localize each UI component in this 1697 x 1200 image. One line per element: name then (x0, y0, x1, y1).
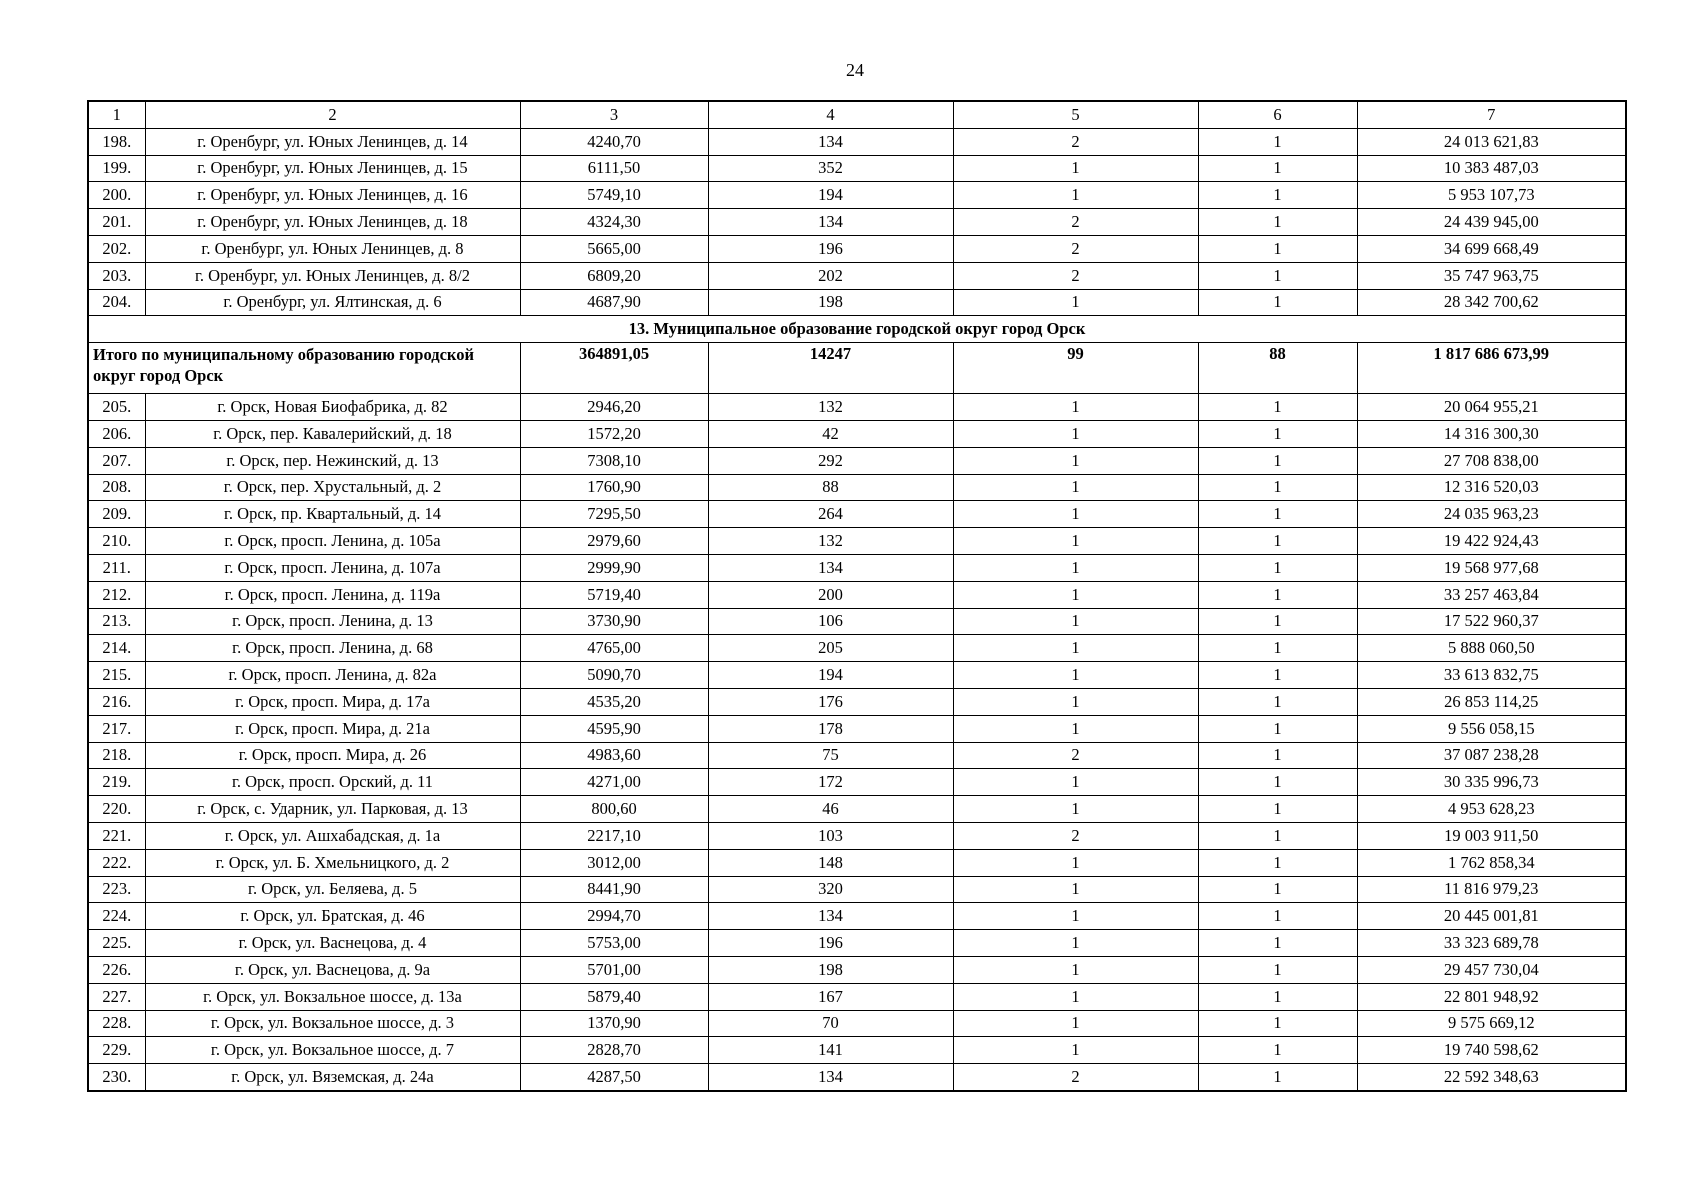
row-col7: 14 316 300,30 (1357, 420, 1626, 447)
table-row (88, 394, 1626, 421)
table-row (88, 581, 1626, 608)
row-col4: 46 (708, 796, 953, 823)
row-col4: 205 (708, 635, 953, 662)
row-col7: 22 801 948,92 (1357, 983, 1626, 1010)
row-address: г. Орск, просп. Мира, д. 26 (145, 742, 520, 769)
table-row (88, 209, 1626, 236)
row-number: 208. (88, 474, 145, 501)
row-col4: 320 (708, 876, 953, 903)
row-address: г. Орск, ул. Вяземская, д. 24а (145, 1064, 520, 1091)
row-col7: 24 013 621,83 (1357, 128, 1626, 155)
row-col7: 11 816 979,23 (1357, 876, 1626, 903)
row-address: г. Орск, ул. Вокзальное шоссе, д. 13а (145, 983, 520, 1010)
row-col3: 2994,70 (520, 903, 708, 930)
table-row (88, 155, 1626, 182)
row-col3: 2217,10 (520, 822, 708, 849)
row-address: г. Орск, просп. Ленина, д. 107а (145, 554, 520, 581)
row-col6: 1 (1198, 262, 1357, 289)
row-col3: 5753,00 (520, 930, 708, 957)
row-col5: 1 (953, 1037, 1198, 1064)
row-col6: 1 (1198, 930, 1357, 957)
row-col4: 176 (708, 688, 953, 715)
row-col5: 2 (953, 235, 1198, 262)
row-number: 212. (88, 581, 145, 608)
row-col6: 1 (1198, 715, 1357, 742)
row-col6: 1 (1198, 769, 1357, 796)
table-row (88, 822, 1626, 849)
row-col5: 1 (953, 581, 1198, 608)
row-col5: 2 (953, 128, 1198, 155)
row-col7: 29 457 730,04 (1357, 956, 1626, 983)
row-col4: 196 (708, 235, 953, 262)
column-header-7: 7 (1357, 101, 1626, 128)
row-col4: 42 (708, 420, 953, 447)
row-col7: 19 003 911,50 (1357, 822, 1626, 849)
row-number: 221. (88, 822, 145, 849)
table-row (88, 262, 1626, 289)
row-address: г. Орск, ул. Б. Хмельницкого, д. 2 (145, 849, 520, 876)
row-col6: 1 (1198, 155, 1357, 182)
row-number: 207. (88, 447, 145, 474)
row-col7: 19 422 924,43 (1357, 528, 1626, 555)
table-row (88, 983, 1626, 1010)
row-col3: 4240,70 (520, 128, 708, 155)
section-heading-row (88, 316, 1626, 343)
row-address: г. Орск, просп. Ленина, д. 13 (145, 608, 520, 635)
row-address: г. Оренбург, ул. Юных Ленинцев, д. 18 (145, 209, 520, 236)
row-address: г. Орск, просп. Мира, д. 21а (145, 715, 520, 742)
table-row (88, 1010, 1626, 1037)
row-col5: 1 (953, 474, 1198, 501)
row-col6: 1 (1198, 822, 1357, 849)
row-col4: 292 (708, 447, 953, 474)
row-col5: 1 (953, 796, 1198, 823)
table-row (88, 849, 1626, 876)
row-col4: 134 (708, 554, 953, 581)
row-col6: 1 (1198, 128, 1357, 155)
row-col5: 1 (953, 182, 1198, 209)
row-col4: 106 (708, 608, 953, 635)
row-number: 211. (88, 554, 145, 581)
row-col4: 194 (708, 182, 953, 209)
row-col3: 6111,50 (520, 155, 708, 182)
row-col3: 2999,90 (520, 554, 708, 581)
row-col5: 1 (953, 715, 1198, 742)
column-header-2: 2 (145, 101, 520, 128)
row-number: 198. (88, 128, 145, 155)
row-col5: 1 (953, 528, 1198, 555)
row-number: 227. (88, 983, 145, 1010)
row-col3: 800,60 (520, 796, 708, 823)
table-row (88, 289, 1626, 316)
row-address: г. Орск, ул. Ашхабадская, д. 1а (145, 822, 520, 849)
row-col4: 198 (708, 289, 953, 316)
row-col3: 1370,90 (520, 1010, 708, 1037)
page-number: 24 (846, 60, 864, 80)
table-row (88, 876, 1626, 903)
total-row (88, 343, 1626, 394)
row-col6: 1 (1198, 956, 1357, 983)
row-col3: 5879,40 (520, 983, 708, 1010)
row-col5: 2 (953, 742, 1198, 769)
row-col7: 19 740 598,62 (1357, 1037, 1626, 1064)
column-number-header-row (88, 101, 1626, 128)
row-address: г. Орск, ул. Васнецова, д. 9а (145, 956, 520, 983)
row-col3: 4324,30 (520, 209, 708, 236)
row-col7: 37 087 238,28 (1357, 742, 1626, 769)
row-col7: 34 699 668,49 (1357, 235, 1626, 262)
row-col6: 1 (1198, 903, 1357, 930)
row-col4: 196 (708, 930, 953, 957)
row-number: 216. (88, 688, 145, 715)
row-address: г. Орск, пер. Нежинский, д. 13 (145, 447, 520, 474)
row-number: 206. (88, 420, 145, 447)
row-col5: 1 (953, 420, 1198, 447)
section-title: 13. Муниципальное образование городской округ город Орск (88, 316, 1626, 343)
row-col5: 1 (953, 1010, 1198, 1037)
row-number: 215. (88, 662, 145, 689)
row-number: 218. (88, 742, 145, 769)
table-row (88, 608, 1626, 635)
row-col5: 1 (953, 849, 1198, 876)
row-number: 210. (88, 528, 145, 555)
row-col5: 1 (953, 903, 1198, 930)
row-address: г. Орск, пер. Хрустальный, д. 2 (145, 474, 520, 501)
row-col6: 1 (1198, 209, 1357, 236)
row-col4: 172 (708, 769, 953, 796)
row-col6: 1 (1198, 182, 1357, 209)
row-col6: 1 (1198, 1037, 1357, 1064)
row-address: г. Орск, просп. Ленина, д. 82а (145, 662, 520, 689)
table-row (88, 715, 1626, 742)
row-col6: 1 (1198, 501, 1357, 528)
row-address: г. Орск, ул. Вокзальное шоссе, д. 3 (145, 1010, 520, 1037)
row-col6: 1 (1198, 474, 1357, 501)
row-address: г. Оренбург, ул. Юных Ленинцев, д. 8 (145, 235, 520, 262)
row-col5: 1 (953, 662, 1198, 689)
row-col4: 200 (708, 581, 953, 608)
row-number: 229. (88, 1037, 145, 1064)
row-col7: 9 575 669,12 (1357, 1010, 1626, 1037)
row-col4: 88 (708, 474, 953, 501)
row-number: 214. (88, 635, 145, 662)
table-row (88, 474, 1626, 501)
row-col4: 132 (708, 394, 953, 421)
row-col4: 134 (708, 903, 953, 930)
table-row (88, 956, 1626, 983)
row-number: 203. (88, 262, 145, 289)
row-col7: 33 323 689,78 (1357, 930, 1626, 957)
row-col5: 1 (953, 501, 1198, 528)
row-address: г. Орск, просп. Мира, д. 17а (145, 688, 520, 715)
column-header-4: 4 (708, 101, 953, 128)
row-col5: 1 (953, 930, 1198, 957)
row-number: 217. (88, 715, 145, 742)
row-number: 225. (88, 930, 145, 957)
row-col7: 27 708 838,00 (1357, 447, 1626, 474)
table-body (88, 101, 1626, 1091)
table-row (88, 903, 1626, 930)
table-row (88, 662, 1626, 689)
row-col7: 17 522 960,37 (1357, 608, 1626, 635)
row-col6: 1 (1198, 796, 1357, 823)
row-col7: 33 613 832,75 (1357, 662, 1626, 689)
row-col4: 132 (708, 528, 953, 555)
row-col4: 148 (708, 849, 953, 876)
row-address: г. Оренбург, ул. Юных Ленинцев, д. 14 (145, 128, 520, 155)
row-col3: 4271,00 (520, 769, 708, 796)
row-address: г. Орск, пер. Кавалерийский, д. 18 (145, 420, 520, 447)
row-col7: 26 853 114,25 (1357, 688, 1626, 715)
row-col7: 19 568 977,68 (1357, 554, 1626, 581)
row-col6: 1 (1198, 849, 1357, 876)
table-row (88, 769, 1626, 796)
row-col5: 2 (953, 209, 1198, 236)
row-address: г. Орск, просп. Орский, д. 11 (145, 769, 520, 796)
row-col6: 1 (1198, 447, 1357, 474)
row-col4: 134 (708, 1064, 953, 1091)
row-col7: 22 592 348,63 (1357, 1064, 1626, 1091)
table-row (88, 1037, 1626, 1064)
column-header-5: 5 (953, 101, 1198, 128)
row-col3: 2979,60 (520, 528, 708, 555)
row-col3: 7295,50 (520, 501, 708, 528)
row-address: г. Оренбург, ул. Юных Ленинцев, д. 15 (145, 155, 520, 182)
row-number: 223. (88, 876, 145, 903)
row-col6: 1 (1198, 876, 1357, 903)
table-row (88, 235, 1626, 262)
table-row (88, 742, 1626, 769)
row-col7: 30 335 996,73 (1357, 769, 1626, 796)
column-header-1: 1 (88, 101, 145, 128)
row-col6: 1 (1198, 581, 1357, 608)
row-col7: 5 953 107,73 (1357, 182, 1626, 209)
row-col3: 5665,00 (520, 235, 708, 262)
row-number: 200. (88, 182, 145, 209)
row-number: 219. (88, 769, 145, 796)
table-row (88, 635, 1626, 662)
row-col6: 1 (1198, 635, 1357, 662)
row-col6: 1 (1198, 608, 1357, 635)
row-address: г. Орск, ул. Беляева, д. 5 (145, 876, 520, 903)
row-col3: 4983,60 (520, 742, 708, 769)
row-col7: 9 556 058,15 (1357, 715, 1626, 742)
row-col4: 103 (708, 822, 953, 849)
row-col3: 4595,90 (520, 715, 708, 742)
column-header-3: 3 (520, 101, 708, 128)
table-row (88, 796, 1626, 823)
row-col3: 5090,70 (520, 662, 708, 689)
row-col3: 7308,10 (520, 447, 708, 474)
data-table (87, 100, 1627, 1092)
table-row (88, 554, 1626, 581)
row-col5: 1 (953, 289, 1198, 316)
row-col4: 141 (708, 1037, 953, 1064)
row-col3: 3730,90 (520, 608, 708, 635)
row-col3: 8441,90 (520, 876, 708, 903)
row-col3: 1760,90 (520, 474, 708, 501)
row-col5: 2 (953, 822, 1198, 849)
row-col7: 24 439 945,00 (1357, 209, 1626, 236)
row-col5: 1 (953, 688, 1198, 715)
row-col3: 3012,00 (520, 849, 708, 876)
row-col6: 1 (1198, 289, 1357, 316)
row-col6: 1 (1198, 554, 1357, 581)
table-row (88, 420, 1626, 447)
row-col4: 198 (708, 956, 953, 983)
row-col6: 1 (1198, 983, 1357, 1010)
row-col4: 70 (708, 1010, 953, 1037)
row-number: 209. (88, 501, 145, 528)
row-col7: 5 888 060,50 (1357, 635, 1626, 662)
row-col6: 1 (1198, 1010, 1357, 1037)
row-col6: 1 (1198, 235, 1357, 262)
row-col4: 178 (708, 715, 953, 742)
row-number: 230. (88, 1064, 145, 1091)
row-col6: 1 (1198, 742, 1357, 769)
row-number: 199. (88, 155, 145, 182)
row-col3: 5719,40 (520, 581, 708, 608)
table-row (88, 447, 1626, 474)
row-col6: 1 (1198, 1064, 1357, 1091)
row-number: 202. (88, 235, 145, 262)
row-col4: 167 (708, 983, 953, 1010)
table-row (88, 1064, 1626, 1091)
table-row (88, 128, 1626, 155)
row-col5: 1 (953, 983, 1198, 1010)
total-label: Итого по муниципальному образованию городской округ город Орск (88, 343, 520, 394)
row-col5: 1 (953, 155, 1198, 182)
row-col7: 12 316 520,03 (1357, 474, 1626, 501)
row-col3: 4765,00 (520, 635, 708, 662)
row-col7: 1 762 858,34 (1357, 849, 1626, 876)
row-address: г. Оренбург, ул. Ялтинская, д. 6 (145, 289, 520, 316)
row-col5: 1 (953, 447, 1198, 474)
row-col7: 33 257 463,84 (1357, 581, 1626, 608)
row-address: г. Орск, просп. Ленина, д. 68 (145, 635, 520, 662)
table-row (88, 501, 1626, 528)
row-col3: 5749,10 (520, 182, 708, 209)
total-cost: 1 817 686 673,99 (1357, 343, 1626, 394)
row-col5: 1 (953, 608, 1198, 635)
row-address: г. Орск, Новая Биофабрика, д. 82 (145, 394, 520, 421)
row-address: г. Оренбург, ул. Юных Ленинцев, д. 16 (145, 182, 520, 209)
row-number: 205. (88, 394, 145, 421)
row-col6: 1 (1198, 420, 1357, 447)
row-col4: 194 (708, 662, 953, 689)
row-col3: 4287,50 (520, 1064, 708, 1091)
row-number: 204. (88, 289, 145, 316)
total-col6: 88 (1198, 343, 1357, 394)
row-col7: 4 953 628,23 (1357, 796, 1626, 823)
row-number: 224. (88, 903, 145, 930)
row-col5: 1 (953, 394, 1198, 421)
row-col5: 2 (953, 1064, 1198, 1091)
row-col3: 2828,70 (520, 1037, 708, 1064)
row-col3: 2946,20 (520, 394, 708, 421)
row-col7: 24 035 963,23 (1357, 501, 1626, 528)
row-address: г. Орск, ул. Вокзальное шоссе, д. 7 (145, 1037, 520, 1064)
row-col5: 1 (953, 635, 1198, 662)
row-number: 201. (88, 209, 145, 236)
column-header-6: 6 (1198, 101, 1357, 128)
row-address: г. Орск, просп. Ленина, д. 105а (145, 528, 520, 555)
row-col4: 75 (708, 742, 953, 769)
row-col7: 20 064 955,21 (1357, 394, 1626, 421)
row-col5: 1 (953, 769, 1198, 796)
row-address: г. Орск, ул. Васнецова, д. 4 (145, 930, 520, 957)
row-col4: 134 (708, 209, 953, 236)
row-col6: 1 (1198, 394, 1357, 421)
row-col7: 28 342 700,62 (1357, 289, 1626, 316)
row-col5: 1 (953, 956, 1198, 983)
total-col4: 14247 (708, 343, 953, 394)
table-row (88, 182, 1626, 209)
row-col5: 1 (953, 554, 1198, 581)
row-col4: 134 (708, 128, 953, 155)
total-col5: 99 (953, 343, 1198, 394)
row-col4: 202 (708, 262, 953, 289)
table-row (88, 528, 1626, 555)
row-col4: 264 (708, 501, 953, 528)
row-col3: 4687,90 (520, 289, 708, 316)
row-col7: 10 383 487,03 (1357, 155, 1626, 182)
row-col3: 4535,20 (520, 688, 708, 715)
row-address: г. Орск, просп. Ленина, д. 119а (145, 581, 520, 608)
row-col3: 1572,20 (520, 420, 708, 447)
row-col7: 35 747 963,75 (1357, 262, 1626, 289)
row-col3: 5701,00 (520, 956, 708, 983)
table-row (88, 688, 1626, 715)
row-number: 228. (88, 1010, 145, 1037)
row-col6: 1 (1198, 528, 1357, 555)
row-col7: 20 445 001,81 (1357, 903, 1626, 930)
row-col5: 2 (953, 262, 1198, 289)
row-col6: 1 (1198, 688, 1357, 715)
row-number: 213. (88, 608, 145, 635)
row-address: г. Орск, пр. Квартальный, д. 14 (145, 501, 520, 528)
row-col6: 1 (1198, 662, 1357, 689)
row-col3: 6809,20 (520, 262, 708, 289)
row-address: г. Оренбург, ул. Юных Ленинцев, д. 8/2 (145, 262, 520, 289)
row-address: г. Орск, ул. Братская, д. 46 (145, 903, 520, 930)
row-number: 226. (88, 956, 145, 983)
row-col5: 1 (953, 876, 1198, 903)
row-number: 222. (88, 849, 145, 876)
table-row (88, 930, 1626, 957)
total-area: 364891,05 (520, 343, 708, 394)
row-col4: 352 (708, 155, 953, 182)
row-number: 220. (88, 796, 145, 823)
row-address: г. Орск, с. Ударник, ул. Парковая, д. 13 (145, 796, 520, 823)
